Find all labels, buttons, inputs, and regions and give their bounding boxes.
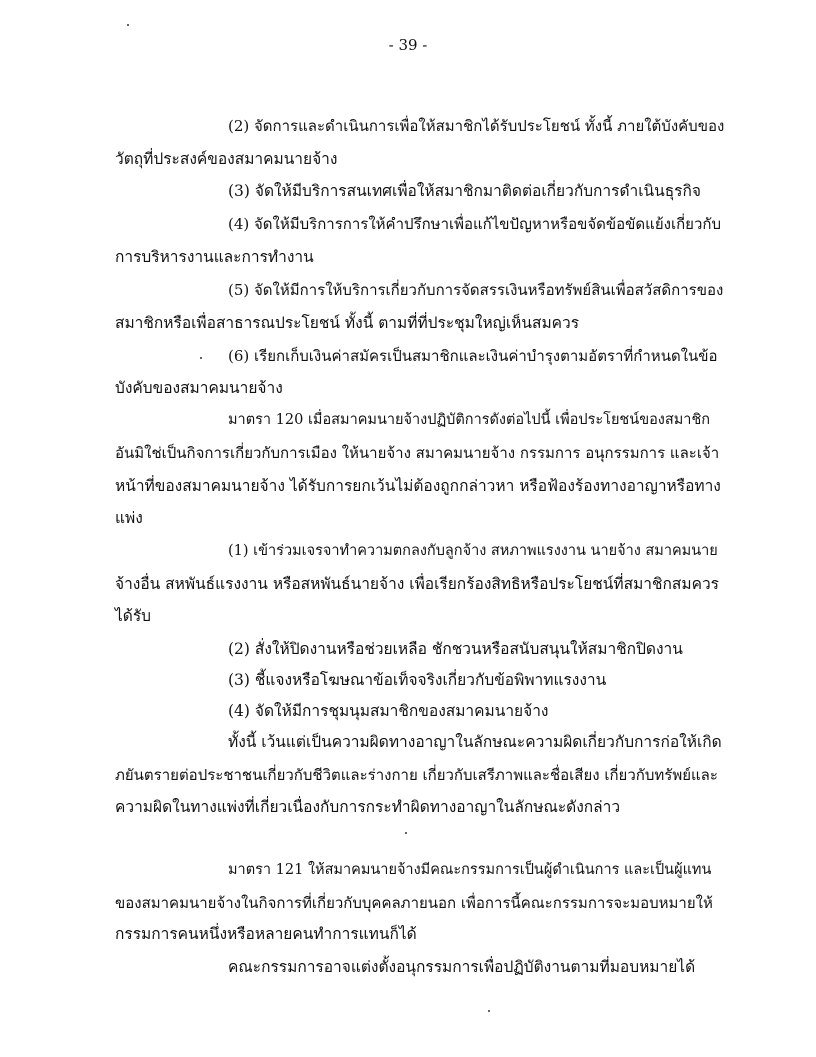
paragraph-line: (4) จัดให้มีการชุมนุมสมาชิกของสมาคมนายจ้าง xyxy=(228,702,549,720)
paragraph-line: (2) จัดการและดำเนินการเพื่อให้สมาชิกได้รับประโยชน์ ทั้งนี้ ภายใต้บังคับของ xyxy=(228,117,725,135)
section-heading-line: มาตรา 120 เมื่อสมาคมนายจ้างปฏิบัติการดังต่อไปนี้ เพื่อประโยชน์ของสมาชิก xyxy=(228,412,711,428)
paragraph-line: ทั้งนี้ เว้นแต่เป็นความผิดทางอาญาในลักษณะความผิดเกี่ยวกับการก่อให้เกิด xyxy=(228,733,722,751)
paragraph-line: จ้างอื่น สหพันธ์แรงงาน หรือสหพันธ์นายจ้าง เพื่อเรียกร้องสิทธิหรือประโยชน์ที่สมาชิกสมควร xyxy=(115,575,719,593)
paragraph-line: อันมิใช่เป็นกิจการเกี่ยวกับการเมือง ให้นายจ้าง สมาคมนายจ้าง กรรมการ อนุกรรมการ และเจ้า xyxy=(115,444,720,462)
scan-speck xyxy=(405,832,407,834)
paragraph-line: (2) สั่งให้ปิดงานหรือช่วยเหลือ ชักชวนหรือสนับสนุนให้สมาชิกปิดงาน xyxy=(228,640,683,658)
paragraph-line: (3) ชี้แจงหรือโฆษณาข้อเท็จจริงเกี่ยวกับข้อพิพาทแรงงาน xyxy=(228,671,607,689)
scan-speck xyxy=(488,1010,490,1012)
scan-speck xyxy=(127,24,129,26)
paragraph-line: หน้าที่ของสมาคมนายจ้าง ได้รับการยกเว้นไม่ต้องถูกกล่าวหา หรือฟ้องร้องทางอาญาหรือทาง xyxy=(115,477,721,495)
paragraph-line: ความผิดในทางแพ่งที่เกี่ยวเนื่องกับการกระทำผิดทางอาญาในลักษณะดังกล่าว xyxy=(115,798,621,816)
paragraph-line: วัตถุที่ประสงค์ของสมาคมนายจ้าง xyxy=(115,150,338,168)
paragraph-line: (4) จัดให้มีบริการการให้คำปรึกษาเพื่อแก้ไขปัญหาหรือขจัดข้อขัดแย้งเกี่ยวกับ xyxy=(228,215,721,233)
paragraph-line: บังคับของสมาคมนายจ้าง xyxy=(115,379,283,397)
paragraph-line: (1) เข้าร่วมเจรจาทำความตกลงกับลูกจ้าง สหภาพแรงงาน นายจ้าง สมาคมนาย xyxy=(228,543,718,559)
paragraph-line: สมาชิกหรือเพื่อสาธารณประโยชน์ ทั้งนี้ ตามที่ที่ประชุมใหญ่เห็นสมควร xyxy=(115,314,580,332)
paragraph-line: (3) จัดให้มีบริการสนเทศเพื่อให้สมาชิกมาติดต่อเกี่ยวกับการดำเนินธุรกิจ xyxy=(228,182,701,200)
paragraph-line: กรรมการคนหนึ่งหรือหลายคนทำการแทนก็ได้ xyxy=(115,925,417,943)
paragraph-line: (5) จัดให้มีการให้บริการเกี่ยวกับการจัดสรรเงินหรือทรัพย์สินเพื่อสวัสดิการของ xyxy=(228,281,724,299)
paragraph-line: ภยันตรายต่อประชาชนเกี่ยวกับชีวิตและร่างกาย เกี่ยวกับเสรีภาพและชื่อเสียง เกี่ยวกับทรัพย์และ xyxy=(115,766,718,784)
paragraph-line: ได้รับ xyxy=(115,607,152,625)
paragraph-line: การบริหารงานและการทำงาน xyxy=(115,248,314,266)
paragraph-line: คณะกรรมการอาจแต่งตั้งอนุกรรมการเพื่อปฏิบัติงานตามที่มอบหมายได้ xyxy=(228,958,696,976)
scan-speck xyxy=(200,357,202,359)
paragraph-line: แพ่ง xyxy=(115,509,143,527)
paragraph-line: ของสมาคมนายจ้างในกิจการที่เกี่ยวกับบุคคลภายนอก เพื่อการนี้คณะกรรมการจะมอบหมายให้ xyxy=(115,894,713,912)
section-heading-line: มาตรา 121 ให้สมาคมนายจ้างมีคณะกรรมการเป็นผู้ดำเนินการ และเป็นผู้แทน xyxy=(228,862,712,878)
paragraph-line: (6) เรียกเก็บเงินค่าสมัครเป็นสมาชิกและเงินค่าบำรุงตามอัตราที่กำหนดในข้อ xyxy=(228,347,718,365)
page-number: - 39 - xyxy=(388,36,428,54)
